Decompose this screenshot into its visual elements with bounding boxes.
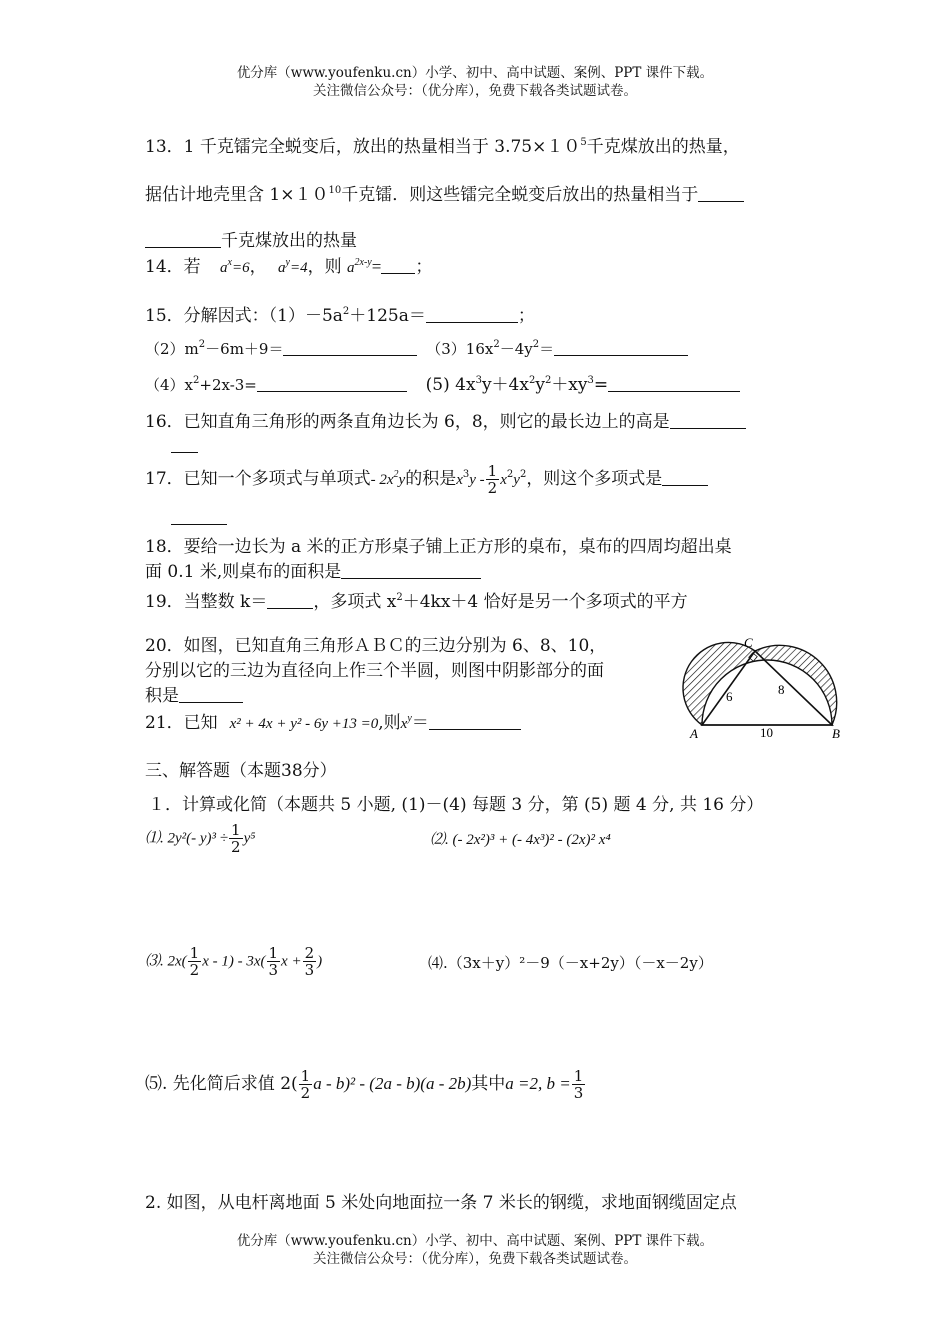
answer-blank[interactable] bbox=[171, 510, 227, 525]
answer-blank[interactable] bbox=[171, 438, 198, 453]
fraction-two-thirds: $\frac{2}{3}$ bbox=[304, 944, 315, 979]
answer-blank[interactable] bbox=[267, 594, 313, 609]
question-20-line-2: 分别以它的三边为直径向上作三个半圆，则图中阴影部分的面 bbox=[145, 661, 604, 681]
question-18-line-1: 18．要给一边长为 a 米的正方形桌子铺上正方形的桌布，桌布的四周均超出桌 bbox=[145, 537, 732, 557]
question-18-line-2: 面 0.1 米,则桌布的面积是 bbox=[145, 557, 481, 582]
side-ab-label: 10 bbox=[760, 725, 773, 740]
vertex-c-label: C bbox=[744, 635, 753, 650]
question-14: 14．若 $a^x=6$， $a^y=4$，则 $a^{2x-y}=$ ； bbox=[145, 257, 433, 277]
answer-blank[interactable] bbox=[426, 308, 518, 323]
answer-blank[interactable] bbox=[283, 341, 417, 356]
question-13-line-1: 13．1 千克镭完全蜕变后，放出的热量相当于 $3.75\times 10^5$千克煤放出的热量， bbox=[145, 137, 740, 157]
fraction-half: $\frac{1}{2}$ bbox=[300, 1067, 311, 1102]
semicircle-triangle-figure bbox=[680, 630, 850, 742]
answer-blank[interactable] bbox=[145, 233, 221, 248]
answer-blank[interactable] bbox=[670, 414, 746, 429]
problem-1-sub-3: ⑶. 2x( $\frac{1}{2}$ x - 1) - 3x( $\frac{1}{3}$ x + $\frac{2}{3}$ ) bbox=[145, 944, 323, 979]
answer-blank[interactable] bbox=[608, 377, 740, 392]
question-20-line-1: 20．如图，已知直角三角形ＡＢＣ的三边分别为 6、8、10， bbox=[145, 636, 607, 656]
problem-1-sub-4: ⑷.（3x＋y）²－9（－x+2y）（－x－2y） bbox=[428, 954, 713, 972]
vertex-a-label: A bbox=[690, 726, 698, 741]
fraction-third: $\frac{1}{3}$ bbox=[573, 1067, 584, 1102]
question-16: 16．已知直角三角形的两条直角边长为 6，8，则它的最长边上的高是 bbox=[145, 407, 746, 432]
answer-blank[interactable] bbox=[662, 471, 708, 486]
side-ac-label: 6 bbox=[726, 689, 733, 704]
problem-1-sub-5: ⑸. 先化简后求值 2( $\frac{1}{2}$ a - b)² - (2a - b)(a - 2b)其中a =2, b = $\frac{1}{3}$ bbox=[145, 1067, 584, 1102]
problem-1-title: １．计算或化简（本题共 5 小题, (1)－(4) 每题 3 分，第 (5) 题 4 分, 共 16 分） bbox=[148, 795, 764, 815]
footer-line-1: 优分库（www.youfenku.cn）小学、初中、高中试题、案例、PPT 课件下载。 bbox=[236, 1233, 714, 1249]
answer-blank[interactable] bbox=[698, 187, 744, 202]
question-17: 17．已知一个多项式与单项式- $2x^2y$的积是$x^3y$ - $\frac{1}{2}$ $x^2y^2$，则这个多项式是 bbox=[145, 463, 708, 496]
fraction-half: $\frac{1}{2}$ bbox=[231, 821, 241, 856]
fraction-half: $\frac{1}{2}$ bbox=[189, 944, 200, 979]
fraction-third: $\frac{1}{3}$ bbox=[268, 944, 279, 979]
question-15-line-2: $(2)m^2-6m+9= (3)16x^2-4y^2=$ bbox=[145, 338, 688, 359]
fraction-half: $\frac{1}{2}$ bbox=[487, 462, 498, 497]
question-15-line-3: $(4)x^2+2x-3= (5)$ $4x^3y+4x^2y^2+xy^3=$ bbox=[145, 370, 740, 395]
question-20-line-3: 积是 bbox=[145, 681, 243, 706]
answer-blank[interactable] bbox=[257, 377, 407, 392]
answer-blank[interactable] bbox=[429, 715, 521, 730]
answer-blank[interactable] bbox=[554, 341, 688, 356]
problem-2: 2. 如图，从电杆离地面 5 米处向地面拉一条 7 米长的钢缆，求地面钢缆固定点 bbox=[145, 1193, 737, 1213]
answer-blank[interactable] bbox=[381, 259, 415, 274]
question-16-blank-cont bbox=[145, 436, 198, 456]
question-13-line-3: 千克煤放出的热量 bbox=[145, 226, 357, 251]
question-15-line-1: 15．分解因式：$(1)-5a^2+125a=$ ； bbox=[145, 306, 535, 326]
section-3-title: 三、解答题（本题38分） bbox=[145, 761, 337, 781]
header-line-2: 关注微信公众号：（优分库），免费下载各类试题试卷。 bbox=[313, 83, 637, 99]
side-bc-label: 8 bbox=[778, 682, 785, 697]
question-17-blank-cont bbox=[145, 508, 227, 528]
question-13-line-2: 据估计地壳里含 $1\times 10^{10}$千克镭．则这些镭完全蜕变后放出的热量相当于 bbox=[145, 180, 744, 205]
vertex-b-label: B bbox=[832, 726, 840, 741]
footer-line-2: 关注微信公众号：（优分库），免费下载各类试题试卷。 bbox=[313, 1251, 637, 1267]
answer-blank[interactable] bbox=[179, 688, 243, 703]
header-line-1: 优分库（www.youfenku.cn）小学、初中、高中试题、案例、PPT 课件下载。 bbox=[236, 65, 714, 81]
problem-1-sub-2: ⑵. (- 2x²)³ + (- 4x³)² - (2x)² x⁴ bbox=[430, 832, 611, 848]
question-21: 21．已知 x² + 4x + y² - 6y +13 =0,则$x^y=$ bbox=[145, 708, 521, 733]
answer-blank[interactable] bbox=[341, 564, 481, 579]
question-19: 19．当整数 k＝ ，多项式 $x^2+4kx+4$ 恰好是另一个多项式的平方 bbox=[145, 592, 688, 612]
problem-1-sub-1: ⑴. 2y²(- y)³ ÷ $\frac{1}{2}$ y⁵ bbox=[145, 821, 256, 856]
